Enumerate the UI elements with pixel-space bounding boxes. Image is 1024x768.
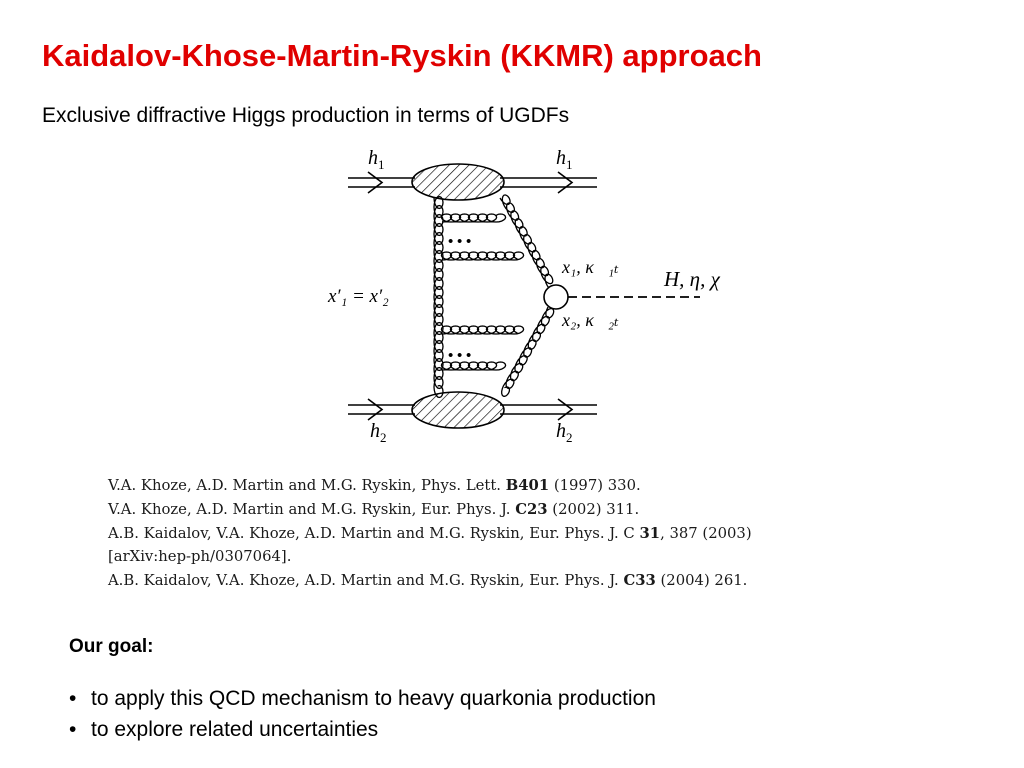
bottom-ellipsis: • • • bbox=[448, 348, 472, 364]
reference-item: V.A. Khoze, A.D. Martin and M.G. Ryskin, Eur. Phys. J. C23 (2002) 311. bbox=[108, 500, 640, 518]
goal-item: • to apply this QCD mechanism to heavy quarkonia production bbox=[69, 683, 656, 714]
gluon-rung bbox=[441, 214, 505, 222]
x-prime-equality-label: x′₁ = x′₂ bbox=[328, 286, 389, 307]
production-vertex bbox=[544, 285, 568, 309]
top-blob bbox=[412, 164, 504, 200]
gluon-lines bbox=[434, 195, 555, 398]
feynman-diagram bbox=[320, 140, 750, 450]
gluon-diagonal bbox=[502, 307, 554, 396]
x2-kappa2-label: x₂, κ⃗₂ₜ bbox=[562, 310, 619, 330]
reference-item: A.B. Kaidalov, V.A. Khoze, A.D. Martin and M.G. Ryskin, Eur. Phys. J. C 31, 387 (2003) bbox=[108, 524, 752, 542]
h1-right-label: $h_1$ bbox=[556, 147, 573, 172]
gluon-rung bbox=[441, 326, 523, 334]
top-ellipsis: • • • bbox=[448, 234, 472, 250]
bullet-icon: • bbox=[69, 687, 77, 710]
bottom-blob bbox=[412, 392, 504, 428]
reference-item: [arXiv:hep-ph/0307064]. bbox=[108, 548, 292, 566]
x1-kappa1-label: x₁, κ⃗₁ₜ bbox=[562, 257, 619, 277]
gluon-rung bbox=[441, 252, 523, 260]
goal-item: • to explore related uncertainties bbox=[69, 714, 656, 745]
reference-item: V.A. Khoze, A.D. Martin and M.G. Ryskin, Phys. Lett. B401 (1997) 330. bbox=[108, 477, 641, 494]
h2-right-label: $h_2$ bbox=[556, 420, 573, 445]
final-state-label: H, η, χ bbox=[664, 267, 720, 291]
slide-title: Kaidalov-Khose-Martin-Ryskin (KKMR) approach bbox=[42, 38, 762, 73]
h2-left-label: $h_2$ bbox=[370, 420, 387, 445]
goal-list bbox=[69, 683, 656, 745]
reference-item: A.B. Kaidalov, V.A. Khoze, A.D. Martin and M.G. Ryskin, Eur. Phys. J. C33 (2004) 261. bbox=[108, 572, 748, 590]
goal-heading: Our goal: bbox=[69, 636, 154, 657]
h1-left-label: $h_1$ bbox=[368, 147, 385, 172]
bullet-icon: • bbox=[69, 718, 77, 741]
gluon-diagonal bbox=[500, 195, 555, 292]
reference-list bbox=[108, 474, 938, 593]
slide-subtitle: Exclusive diffractive Higgs production in terms of UGDFs bbox=[42, 104, 570, 127]
